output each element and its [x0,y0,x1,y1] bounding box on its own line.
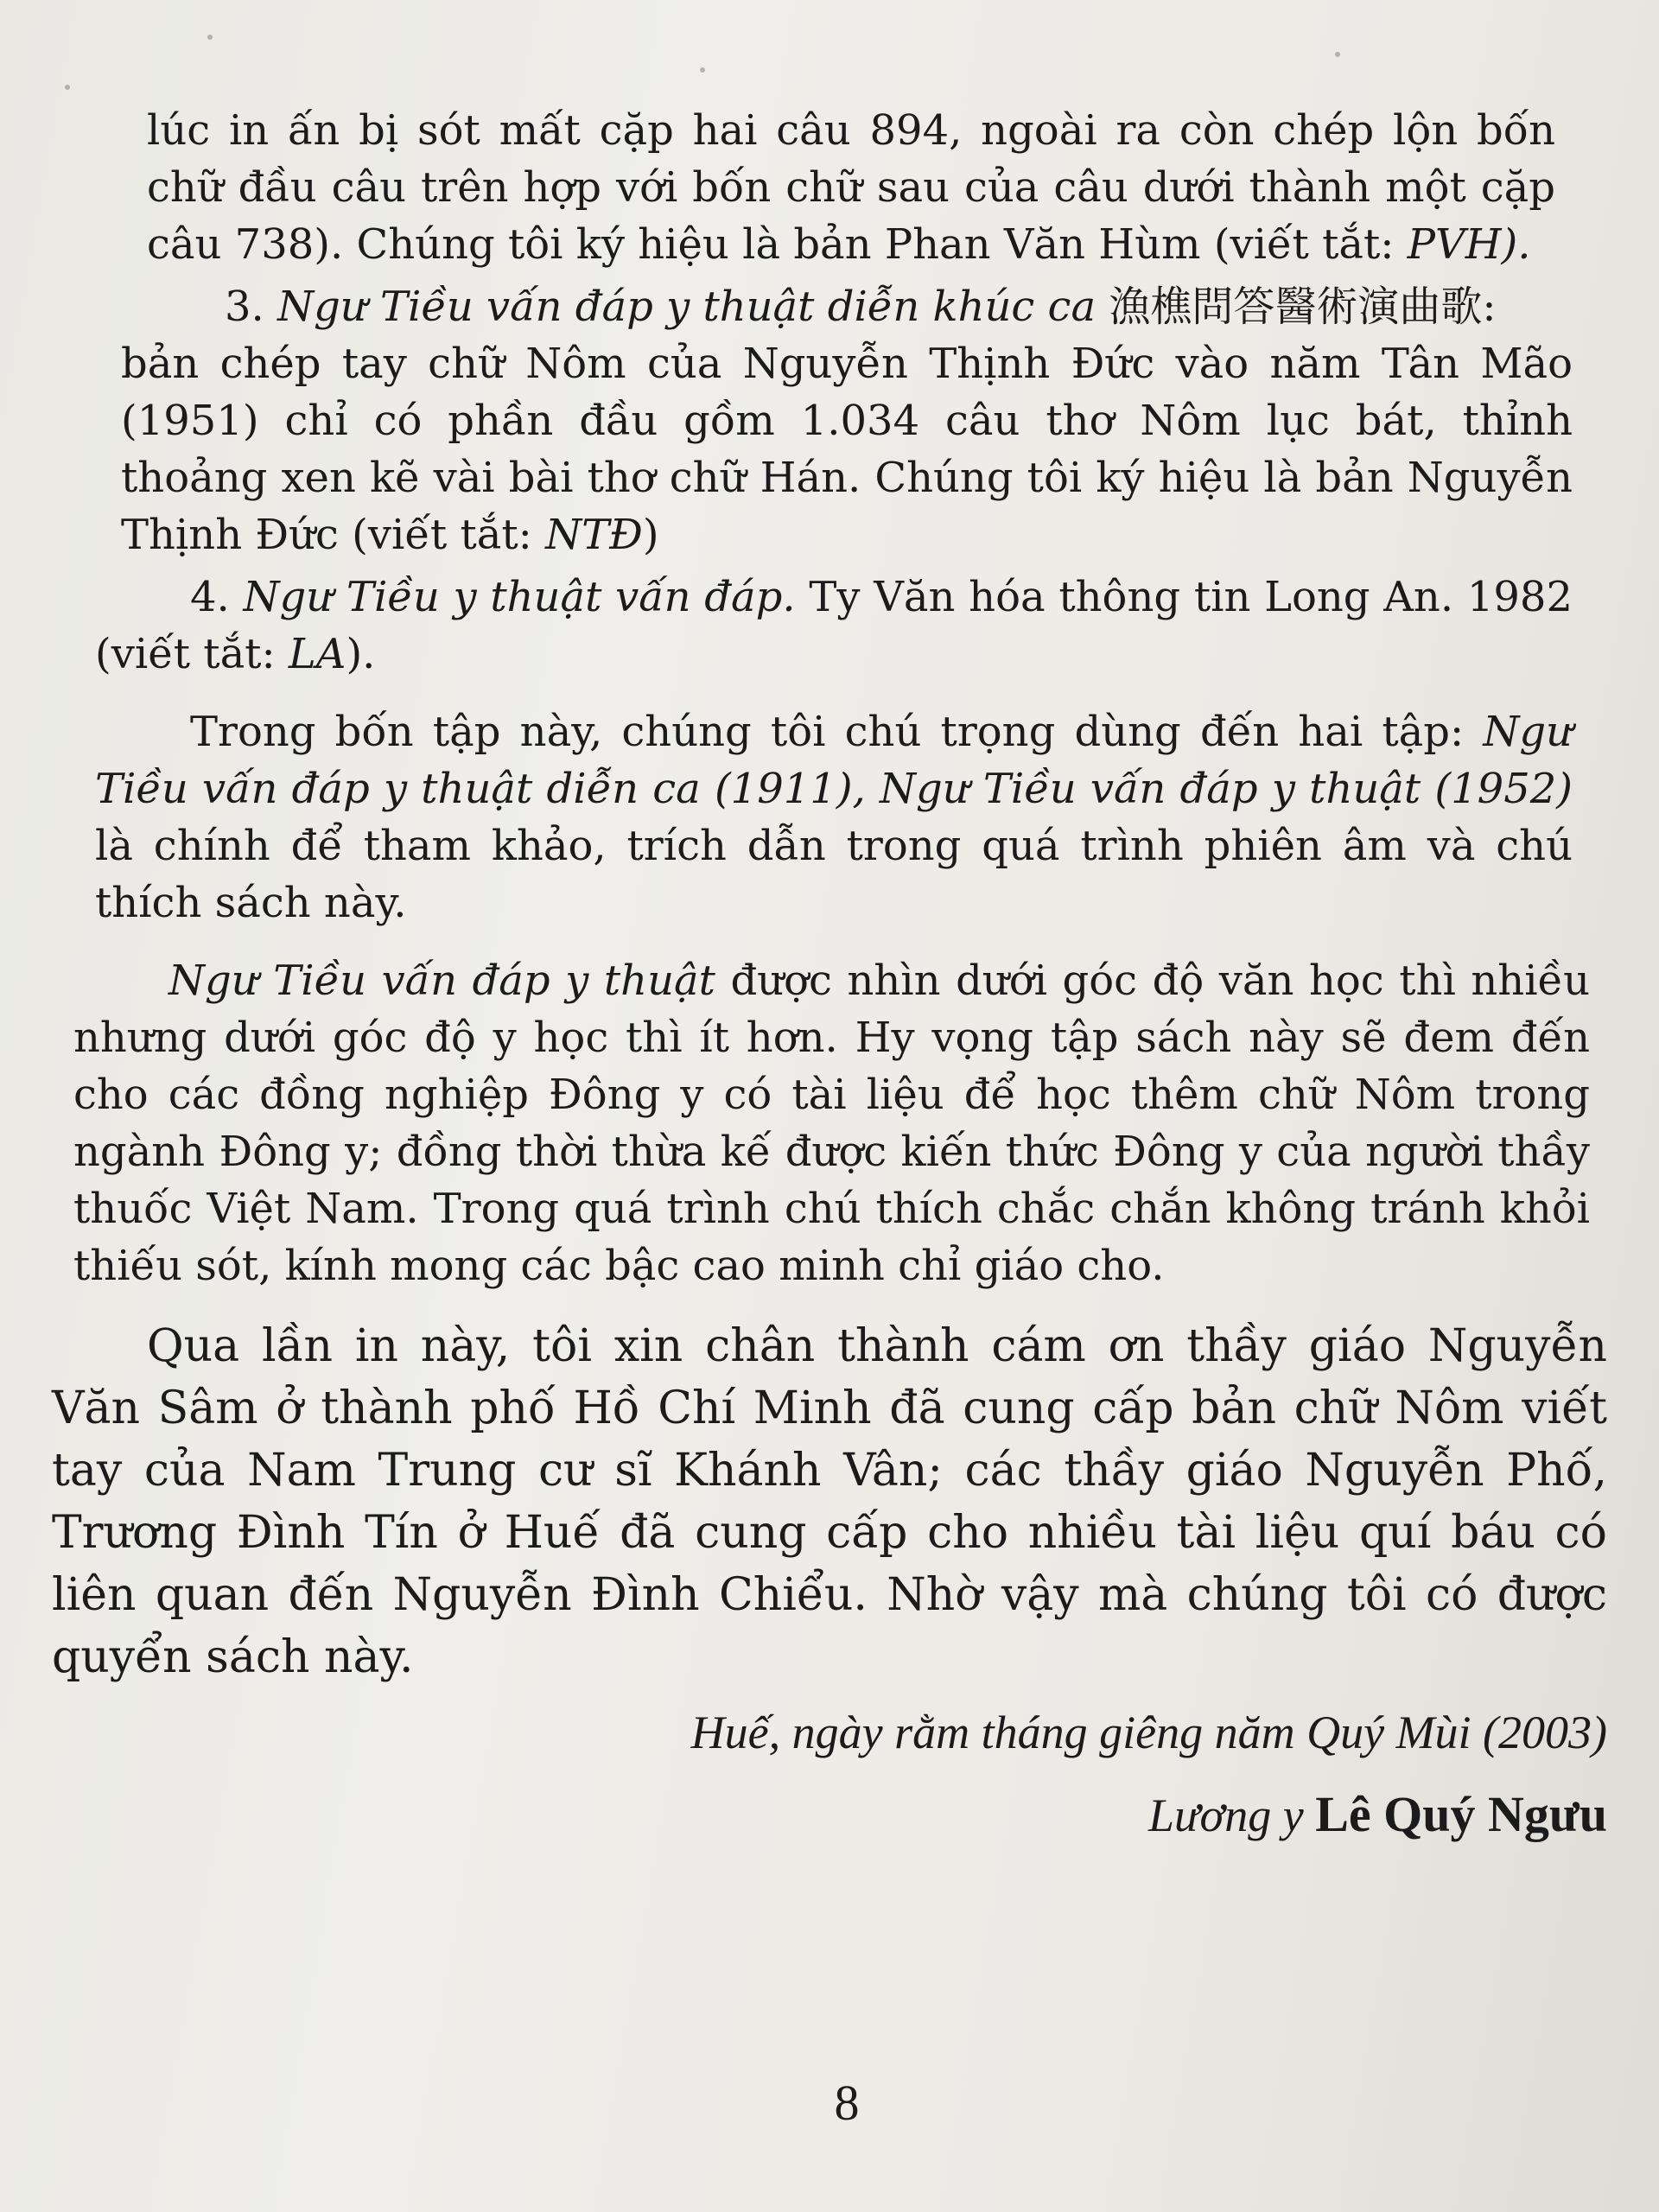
paragraph-5 [52,952,1607,1294]
item-4-body: Ty Văn hóa thông tin Long An. 1982 (viết tắt: [95,573,1573,678]
signature-name: Lê Quý Ngưu [1315,1786,1607,1842]
abbr-la: LA [288,630,346,678]
body-text [52,102,1607,1843]
paragraph-item-3 [52,278,1607,563]
paragraph-6 [52,1315,1607,1688]
paragraph-6-text: Qua lần in này, tôi xin chân thành cám ơn thầy giáo Nguyễn Văn Sâm ở thành phố Hồ Chí Minh đã cung cấp bản chữ Nôm viết tay của Nam Trung cư sĩ Khánh Vân; các thầy giáo Nguyễn Phố, Trương Đình Tín ở Huế đã cung cấp cho nhiều tài liệu quí báu có liên quan đến Nguyễn Đình Chiểu. Nhờ vậy mà chúng tôi có được quyển sách này. [52,1320,1607,1683]
abbr-ntd: NTĐ [545,511,643,559]
paragraph-1-text: lúc in ấn bị sót mất cặp hai câu 894, ngoài ra còn chép lộn bốn chữ đầu câu trên hợp với bốn chữ sau của câu dưới thành một cặp câu 738). Chúng tôi ký hiệu là bản Phan Văn Hùm (viết tắt: [147,106,1555,269]
paragraph-4-start: Trong bốn tập này, chúng tôi chú trọng dùng đến hai tập: [190,708,1484,756]
page-number: 8 [834,2075,860,2131]
paragraph-1 [52,102,1607,273]
paragraph-item-4 [52,569,1607,683]
paragraph-4 [52,703,1607,931]
item-3-title: Ngư Tiều vấn đáp y thuật diễn khúc ca [277,283,1096,331]
print-speck [65,85,70,90]
spacer [52,937,1607,952]
spacer [52,688,1607,703]
item-3-number: 3. [225,283,278,331]
paragraph-4-end: là chính để tham khảo, trích dẫn trong quá trình phiên âm và chú thích sách này. [95,822,1573,927]
abbr-pvh: PVH). [1407,220,1531,269]
signature [52,1785,1607,1843]
print-speck [700,67,705,73]
paragraph-5-title: Ngư Tiều vấn đáp y thuật [168,957,715,1005]
spacer [52,1300,1607,1315]
item-4-title: Ngư Tiều y thuật vấn đáp. [243,573,796,621]
place-date: Huế, ngày rằm tháng giêng năm Quý Mùi (2003) [690,1707,1607,1758]
item-3-body: bản chép tay chữ Nôm của Nguyễn Thịnh Đức vào năm Tân Mão (1951) chỉ có phần đầu gồm 1.034 câu thơ Nôm lục bát, thỉnh thoảng xen kẽ vài bài thơ chữ Hán. Chúng tôi ký hiệu là bản Nguyễn Thịnh Đức (viết tắt: [121,340,1573,559]
item-4-end: ). [346,630,376,678]
paragraph-4-titles: Ngư Tiều vấn đáp y thuật diễn ca (1911), Ngư Tiều vấn đáp y thuật (1952) [95,708,1573,813]
item-3-end: ) [642,511,659,559]
print-speck [1335,52,1340,57]
item-4-number: 4. [190,573,244,621]
print-speck [207,35,213,40]
paragraph-5-body: được nhìn dưới góc độ văn học thì nhiều nhưng dưới góc độ y học thì ít hơn. Hy vọng tập sách này sẽ đem đến cho các đồng nghiệp Đông y có tài liệu để học thêm chữ Nôm trong ngành Đông y; đồng thời thừa kế được kiến thức Đông y của người thầy thuốc Việt Nam. Trong quá trình chú thích chắc chắn không tránh khỏi thiếu sót, kính mong các bậc cao minh chỉ giáo cho. [73,957,1590,1290]
item-3-han-title: 漁樵問答醫術演曲歌: [1096,283,1497,331]
signature-title: Lương y [1147,1789,1316,1841]
